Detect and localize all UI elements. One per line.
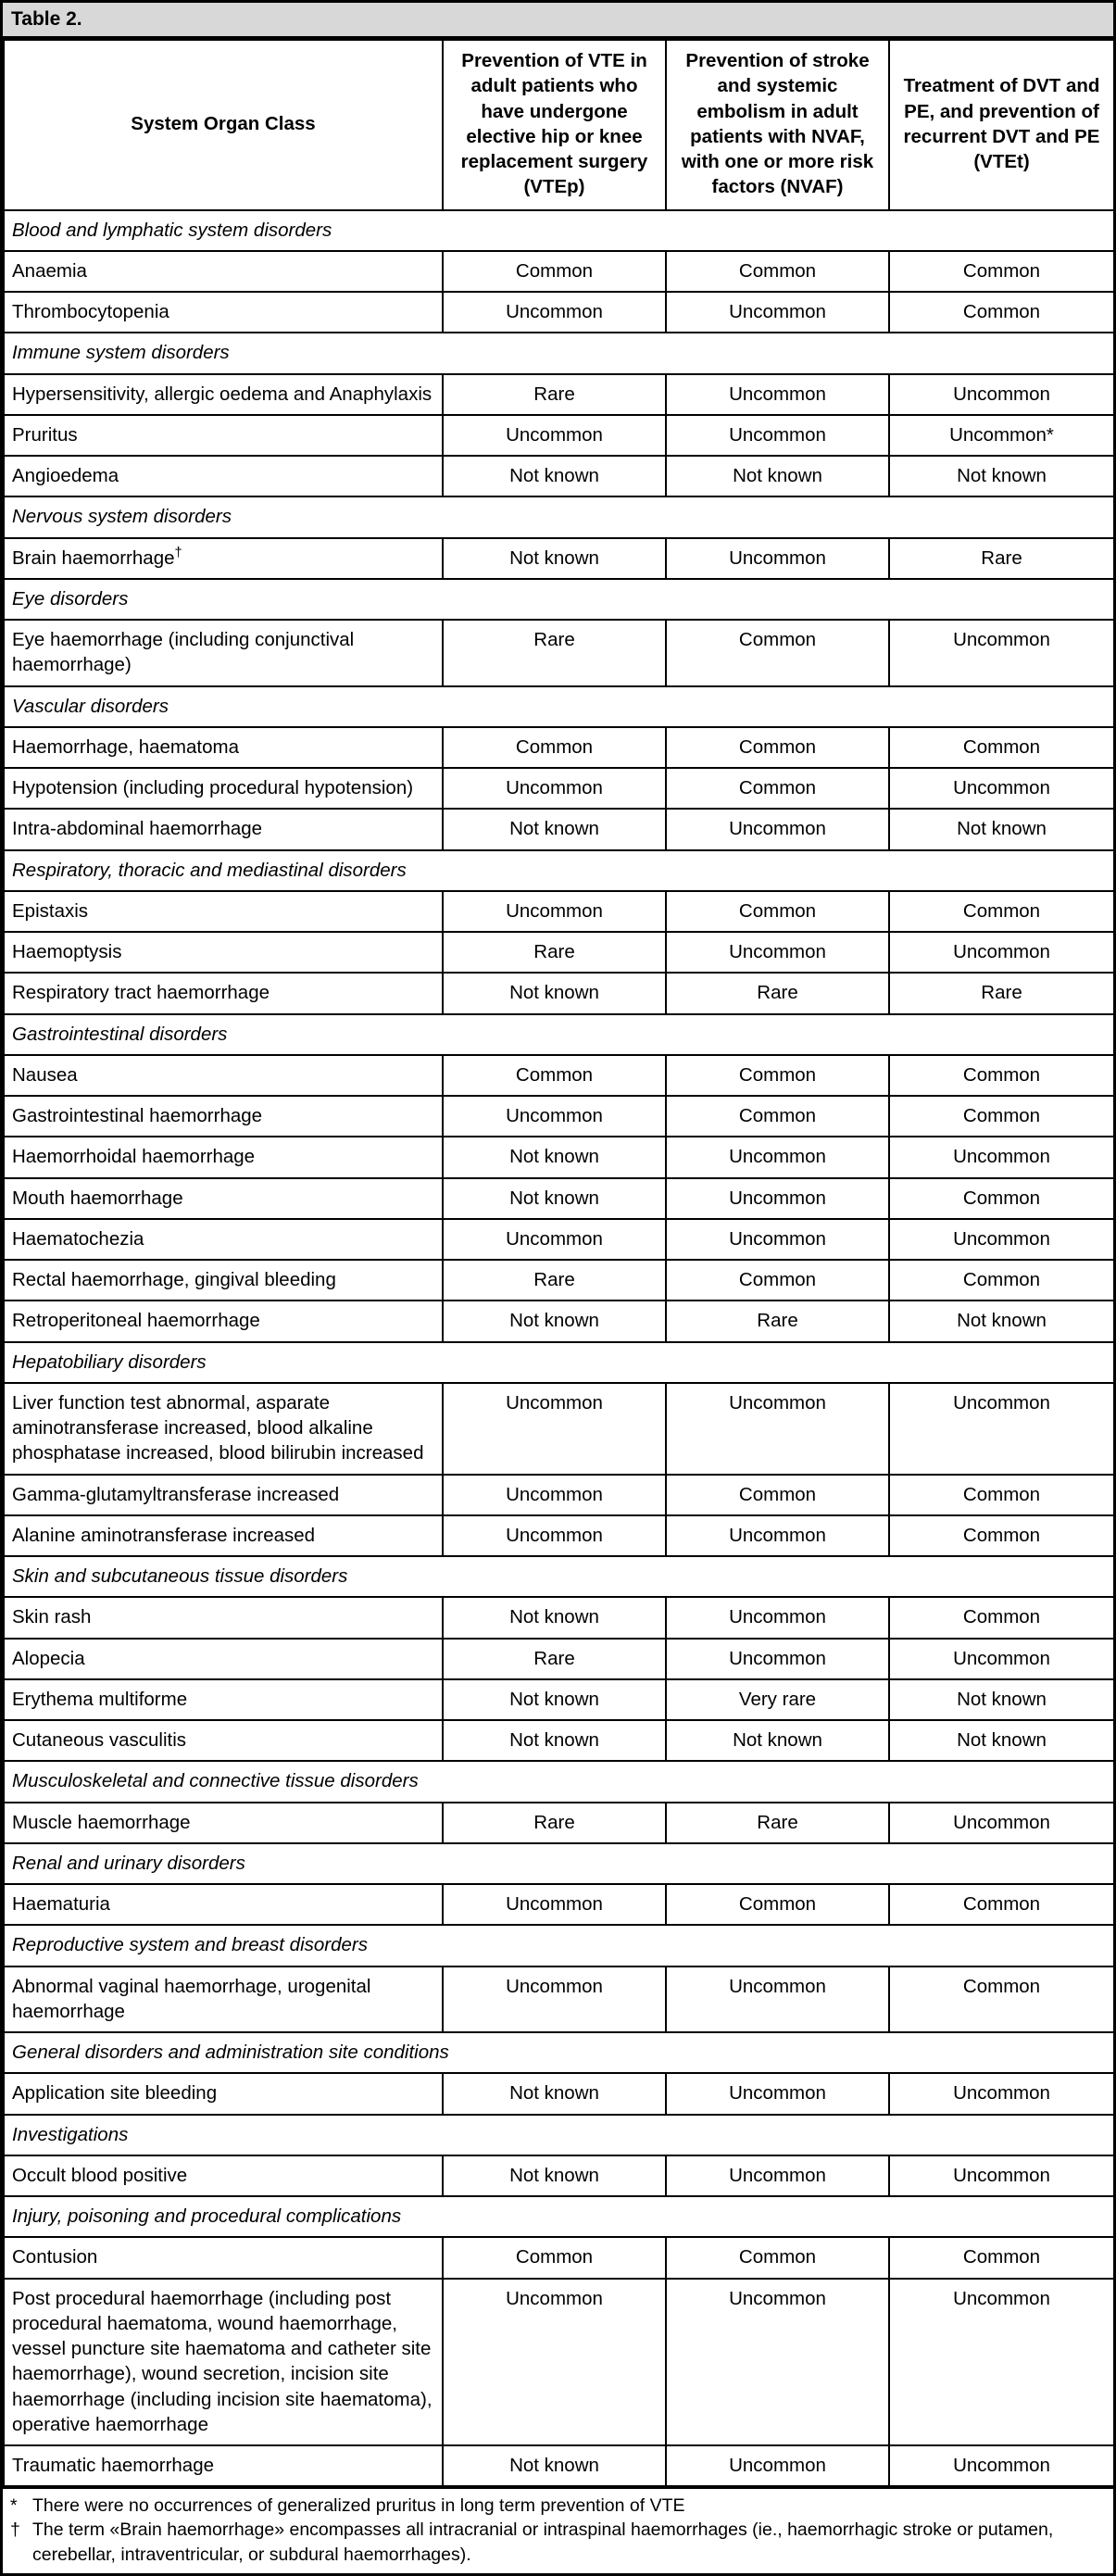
- frequency-cell-vtet: Uncommon: [889, 2279, 1114, 2446]
- section-header-row: [4, 1014, 1114, 1055]
- frequency-cell-vtet: Uncommon: [889, 2155, 1114, 2196]
- table-header: [4, 40, 1114, 210]
- frequency-cell-vtep: Uncommon: [443, 768, 666, 809]
- frequency-cell-vtet: Uncommon: [889, 620, 1114, 686]
- table-row: [4, 2445, 1114, 2486]
- table-row: [4, 1639, 1114, 1679]
- frequency-cell-vtep: Rare: [443, 1260, 666, 1301]
- adverse-reaction-label: Haemorrhage, haematoma: [4, 727, 443, 768]
- frequency-cell-vtet: Common: [889, 1884, 1114, 1925]
- footnote-marker: *: [10, 2495, 18, 2517]
- frequency-cell-nvaf: Uncommon: [666, 538, 889, 579]
- frequency-cell-nvaf: Rare: [666, 973, 889, 1013]
- frequency-cell-vtep: Common: [443, 1055, 666, 1096]
- section-header-label: Hepatobiliary disorders: [4, 1342, 1114, 1383]
- frequency-cell-nvaf: Not known: [666, 456, 889, 496]
- table-row: [4, 1260, 1114, 1301]
- table-caption: Table 2.: [3, 3, 1113, 39]
- footnote-marker: †: [174, 545, 182, 560]
- adverse-reaction-label: Gamma-glutamyltransferase increased: [4, 1475, 443, 1515]
- frequency-cell-nvaf: Rare: [666, 1803, 889, 1843]
- table-row: [4, 1720, 1114, 1761]
- table-row: [4, 809, 1114, 849]
- section-header-label: Renal and urinary disorders: [4, 1843, 1114, 1884]
- footnote-text: The term «Brain haemorrhage» encompasses all intracranial or intraspinal haemorrhages (ie., haemorrhagic stroke or putamen, cerebellar, intraventricular, or subdural haemorrhages).: [32, 2519, 1054, 2565]
- adverse-reaction-label: Cutaneous vasculitis: [4, 1720, 443, 1761]
- frequency-cell-vtet: Uncommon: [889, 2073, 1114, 2114]
- table-footnotes: [3, 2487, 1113, 2572]
- section-header-row: [4, 1925, 1114, 1966]
- frequency-cell-vtet: Uncommon*: [889, 415, 1114, 456]
- column-header-vtet: Treatment of DVT and PE, and prevention of recurrent DVT and PE (VTEt): [889, 40, 1114, 210]
- frequency-cell-vtep: Rare: [443, 374, 666, 415]
- frequency-cell-nvaf: Common: [666, 251, 889, 292]
- adverse-reaction-label: Respiratory tract haemorrhage: [4, 973, 443, 1013]
- frequency-cell-vtep: Uncommon: [443, 1096, 666, 1137]
- frequency-cell-nvaf: Common: [666, 727, 889, 768]
- frequency-cell-vtet: Not known: [889, 809, 1114, 849]
- adverse-reactions-table: [3, 39, 1115, 2487]
- adverse-reaction-label: Application site bleeding: [4, 2073, 443, 2114]
- section-header-row: [4, 850, 1114, 891]
- adverse-reaction-label: Abnormal vaginal haemorrhage, urogenital haemorrhage: [4, 1967, 443, 2033]
- frequency-cell-vtet: Common: [889, 1260, 1114, 1301]
- adverse-reaction-label: Anaemia: [4, 251, 443, 292]
- table-row: [4, 1967, 1114, 2033]
- section-header-row: [4, 2115, 1114, 2155]
- frequency-cell-nvaf: Common: [666, 620, 889, 686]
- frequency-cell-nvaf: Uncommon: [666, 2073, 889, 2114]
- adverse-reaction-label: Brain haemorrhage†: [4, 538, 443, 579]
- frequency-cell-nvaf: Uncommon: [666, 1383, 889, 1475]
- frequency-cell-nvaf: Uncommon: [666, 2155, 889, 2196]
- adverse-reaction-label: Contusion: [4, 2237, 443, 2278]
- adverse-reaction-label: Gastrointestinal haemorrhage: [4, 1096, 443, 1137]
- frequency-cell-vtet: Not known: [889, 1679, 1114, 1720]
- section-header-row: [4, 1556, 1114, 1597]
- section-header-label: Musculoskeletal and connective tissue disorders: [4, 1761, 1114, 1802]
- section-header-label: General disorders and administration site conditions: [4, 2032, 1114, 2073]
- section-header-label: Immune system disorders: [4, 333, 1114, 373]
- table-row: [4, 891, 1114, 932]
- frequency-cell-vtep: Rare: [443, 620, 666, 686]
- table-row: [4, 2237, 1114, 2278]
- table-row: [4, 251, 1114, 292]
- frequency-cell-nvaf: Uncommon: [666, 374, 889, 415]
- frequency-cell-vtep: Uncommon: [443, 1475, 666, 1515]
- frequency-cell-vtep: Common: [443, 251, 666, 292]
- section-header-label: Gastrointestinal disorders: [4, 1014, 1114, 1055]
- frequency-cell-vtep: Not known: [443, 1178, 666, 1219]
- frequency-cell-vtet: Common: [889, 1967, 1114, 2033]
- frequency-cell-vtep: Common: [443, 2237, 666, 2278]
- frequency-cell-vtet: Uncommon: [889, 374, 1114, 415]
- frequency-cell-nvaf: Uncommon: [666, 1639, 889, 1679]
- frequency-cell-vtet: Uncommon: [889, 1639, 1114, 1679]
- adverse-reaction-label: Erythema multiforme: [4, 1679, 443, 1720]
- frequency-cell-vtet: Uncommon: [889, 1803, 1114, 1843]
- section-header-row: [4, 579, 1114, 620]
- adverse-reaction-label: Occult blood positive: [4, 2155, 443, 2196]
- frequency-cell-vtep: Rare: [443, 932, 666, 973]
- frequency-cell-vtep: Uncommon: [443, 292, 666, 333]
- frequency-cell-vtet: Common: [889, 1597, 1114, 1638]
- adverse-reaction-label: Pruritus: [4, 415, 443, 456]
- adverse-reaction-label: Thrombocytopenia: [4, 292, 443, 333]
- adverse-reaction-label: Post procedural haemorrhage (including post procedural haematoma, wound haemorrhage, vessel puncture site haematoma and catheter site haemorrhage), wound secretion, incision site haemorrhage (including incision site haematoma), operative haemorrhage: [4, 2279, 443, 2446]
- frequency-cell-vtet: Rare: [889, 538, 1114, 579]
- frequency-cell-nvaf: Common: [666, 891, 889, 932]
- adverse-reaction-label: Alanine aminotransferase increased: [4, 1515, 443, 1556]
- frequency-cell-vtet: Not known: [889, 1301, 1114, 1341]
- frequency-cell-nvaf: Uncommon: [666, 809, 889, 849]
- frequency-cell-vtep: Not known: [443, 2445, 666, 2486]
- frequency-cell-nvaf: Common: [666, 1260, 889, 1301]
- section-header-label: Investigations: [4, 2115, 1114, 2155]
- frequency-cell-vtet: Common: [889, 727, 1114, 768]
- section-header-row: [4, 2196, 1114, 2237]
- section-header-label: Eye disorders: [4, 579, 1114, 620]
- footnote-item: [10, 2518, 1106, 2566]
- section-header-row: [4, 210, 1114, 251]
- table-row: [4, 1301, 1114, 1341]
- frequency-cell-vtep: Common: [443, 727, 666, 768]
- frequency-cell-nvaf: Uncommon: [666, 1967, 889, 2033]
- frequency-cell-vtep: Not known: [443, 2155, 666, 2196]
- table-row: [4, 1178, 1114, 1219]
- frequency-cell-nvaf: Not known: [666, 1720, 889, 1761]
- table-row: [4, 1096, 1114, 1137]
- frequency-cell-nvaf: Common: [666, 768, 889, 809]
- frequency-cell-vtet: Common: [889, 1096, 1114, 1137]
- frequency-cell-nvaf: Uncommon: [666, 1597, 889, 1638]
- frequency-cell-vtep: Not known: [443, 1720, 666, 1761]
- table-row: [4, 1137, 1114, 1177]
- table-row: [4, 620, 1114, 686]
- frequency-cell-vtet: Not known: [889, 1720, 1114, 1761]
- table-row: [4, 727, 1114, 768]
- frequency-cell-vtep: Uncommon: [443, 1219, 666, 1260]
- table-row: [4, 973, 1114, 1013]
- frequency-cell-vtep: Uncommon: [443, 1884, 666, 1925]
- frequency-cell-nvaf: Common: [666, 2237, 889, 2278]
- table-row: [4, 2279, 1114, 2446]
- adverse-reaction-label: Traumatic haemorrhage: [4, 2445, 443, 2486]
- table-row: [4, 1055, 1114, 1096]
- header-row: [4, 40, 1114, 210]
- table-row: [4, 538, 1114, 579]
- footnote-text: There were no occurrences of generalized pruritus in long term prevention of VTE: [32, 2495, 685, 2517]
- table-row: [4, 2073, 1114, 2114]
- section-header-row: [4, 1843, 1114, 1884]
- table-row: [4, 415, 1114, 456]
- frequency-cell-vtet: Uncommon: [889, 1137, 1114, 1177]
- section-header-label: Vascular disorders: [4, 686, 1114, 727]
- frequency-cell-nvaf: Uncommon: [666, 415, 889, 456]
- section-header-row: [4, 1761, 1114, 1802]
- table-row: [4, 1884, 1114, 1925]
- column-header-system-organ-class: System Organ Class: [4, 40, 443, 210]
- table-row: [4, 1679, 1114, 1720]
- frequency-cell-nvaf: Uncommon: [666, 292, 889, 333]
- frequency-cell-vtep: Uncommon: [443, 2279, 666, 2446]
- frequency-cell-vtet: Uncommon: [889, 1383, 1114, 1475]
- table-row: [4, 2155, 1114, 2196]
- table-row: [4, 292, 1114, 333]
- adverse-reaction-label: Haemoptysis: [4, 932, 443, 973]
- frequency-cell-vtep: Not known: [443, 538, 666, 579]
- frequency-cell-vtep: Rare: [443, 1803, 666, 1843]
- frequency-cell-vtet: Common: [889, 1475, 1114, 1515]
- frequency-cell-vtet: Not known: [889, 456, 1114, 496]
- table-row: [4, 1383, 1114, 1475]
- section-header-row: [4, 2032, 1114, 2073]
- frequency-cell-nvaf: Uncommon: [666, 932, 889, 973]
- column-header-vtep: Prevention of VTE in adult patients who have undergone elective hip or knee replacement surgery (VTEp): [443, 40, 666, 210]
- adverse-reaction-label: Angioedema: [4, 456, 443, 496]
- adverse-reaction-label: Haematochezia: [4, 1219, 443, 1260]
- table-row: [4, 1475, 1114, 1515]
- frequency-cell-nvaf: Uncommon: [666, 1219, 889, 1260]
- table-row: [4, 1515, 1114, 1556]
- adverse-reaction-label: Nausea: [4, 1055, 443, 1096]
- column-header-nvaf: Prevention of stroke and systemic embolism in adult patients with NVAF, with one or more risk factors (NVAF): [666, 40, 889, 210]
- adverse-reaction-label: Skin rash: [4, 1597, 443, 1638]
- frequency-cell-vtep: Rare: [443, 1639, 666, 1679]
- frequency-cell-vtet: Common: [889, 292, 1114, 333]
- adverse-reaction-label: Rectal haemorrhage, gingival bleeding: [4, 1260, 443, 1301]
- section-header-label: Reproductive system and breast disorders: [4, 1925, 1114, 1966]
- frequency-cell-vtet: Common: [889, 891, 1114, 932]
- table-row: [4, 1597, 1114, 1638]
- table-row: [4, 768, 1114, 809]
- section-header-row: [4, 333, 1114, 373]
- table-row: [4, 1803, 1114, 1843]
- frequency-cell-vtet: Common: [889, 251, 1114, 292]
- frequency-cell-nvaf: Very rare: [666, 1679, 889, 1720]
- frequency-cell-nvaf: Common: [666, 1475, 889, 1515]
- adverse-reaction-label: Liver function test abnormal, asparate aminotransferase increased, blood alkaline phosphatase increased, blood bilirubin increased: [4, 1383, 443, 1475]
- frequency-cell-vtep: Uncommon: [443, 1967, 666, 2033]
- table-body: [4, 210, 1114, 2487]
- frequency-cell-nvaf: Common: [666, 1096, 889, 1137]
- frequency-cell-vtet: Uncommon: [889, 2445, 1114, 2486]
- frequency-cell-nvaf: Uncommon: [666, 1515, 889, 1556]
- section-header-label: Skin and subcutaneous tissue disorders: [4, 1556, 1114, 1597]
- table-row: [4, 374, 1114, 415]
- adverse-reaction-label: Hypotension (including procedural hypotension): [4, 768, 443, 809]
- adverse-reaction-label: Epistaxis: [4, 891, 443, 932]
- frequency-cell-vtet: Common: [889, 1055, 1114, 1096]
- adverse-reaction-label: Mouth haemorrhage: [4, 1178, 443, 1219]
- frequency-cell-nvaf: Uncommon: [666, 2445, 889, 2486]
- frequency-cell-nvaf: Common: [666, 1055, 889, 1096]
- frequency-cell-vtep: Not known: [443, 1137, 666, 1177]
- frequency-cell-vtet: Common: [889, 1515, 1114, 1556]
- table-row: [4, 1219, 1114, 1260]
- adverse-reaction-label: Hypersensitivity, allergic oedema and Anaphylaxis: [4, 374, 443, 415]
- adverse-reaction-label: Haemorrhoidal haemorrhage: [4, 1137, 443, 1177]
- frequency-cell-nvaf: Uncommon: [666, 2279, 889, 2446]
- frequency-cell-vtep: Not known: [443, 1597, 666, 1638]
- frequency-cell-vtep: Not known: [443, 2073, 666, 2114]
- frequency-cell-vtet: Common: [889, 1178, 1114, 1219]
- adverse-reaction-label: Intra-abdominal haemorrhage: [4, 809, 443, 849]
- frequency-cell-vtep: Not known: [443, 809, 666, 849]
- frequency-cell-nvaf: Uncommon: [666, 1137, 889, 1177]
- frequency-cell-vtep: Uncommon: [443, 415, 666, 456]
- adverse-reaction-label: Eye haemorrhage (including conjunctival haemorrhage): [4, 620, 443, 686]
- frequency-cell-vtet: Common: [889, 2237, 1114, 2278]
- footnote-marker: †: [10, 2519, 20, 2541]
- frequency-cell-vtet: Uncommon: [889, 932, 1114, 973]
- frequency-cell-vtep: Uncommon: [443, 1383, 666, 1475]
- frequency-cell-vtep: Not known: [443, 456, 666, 496]
- adverse-reaction-label: Haematuria: [4, 1884, 443, 1925]
- section-header-label: Injury, poisoning and procedural complications: [4, 2196, 1114, 2237]
- adverse-reaction-label: Alopecia: [4, 1639, 443, 1679]
- adverse-reaction-label: Muscle haemorrhage: [4, 1803, 443, 1843]
- frequency-cell-nvaf: Uncommon: [666, 1178, 889, 1219]
- section-header-row: [4, 686, 1114, 727]
- frequency-cell-vtet: Uncommon: [889, 1219, 1114, 1260]
- table-row: [4, 932, 1114, 973]
- table-row: [4, 456, 1114, 496]
- frequency-cell-vtep: Not known: [443, 973, 666, 1013]
- section-header-label: Nervous system disorders: [4, 496, 1114, 537]
- frequency-cell-vtep: Uncommon: [443, 891, 666, 932]
- section-header-label: Blood and lymphatic system disorders: [4, 210, 1114, 251]
- frequency-cell-vtep: Uncommon: [443, 1515, 666, 1556]
- frequency-cell-nvaf: Rare: [666, 1301, 889, 1341]
- frequency-cell-vtep: Not known: [443, 1679, 666, 1720]
- adverse-reaction-label: Retroperitoneal haemorrhage: [4, 1301, 443, 1341]
- frequency-cell-vtet: Rare: [889, 973, 1114, 1013]
- section-header-row: [4, 1342, 1114, 1383]
- section-header-row: [4, 496, 1114, 537]
- frequency-cell-vtet: Uncommon: [889, 768, 1114, 809]
- frequency-cell-vtep: Not known: [443, 1301, 666, 1341]
- footnote-item: [10, 2494, 1106, 2518]
- frequency-cell-nvaf: Common: [666, 1884, 889, 1925]
- section-header-label: Respiratory, thoracic and mediastinal disorders: [4, 850, 1114, 891]
